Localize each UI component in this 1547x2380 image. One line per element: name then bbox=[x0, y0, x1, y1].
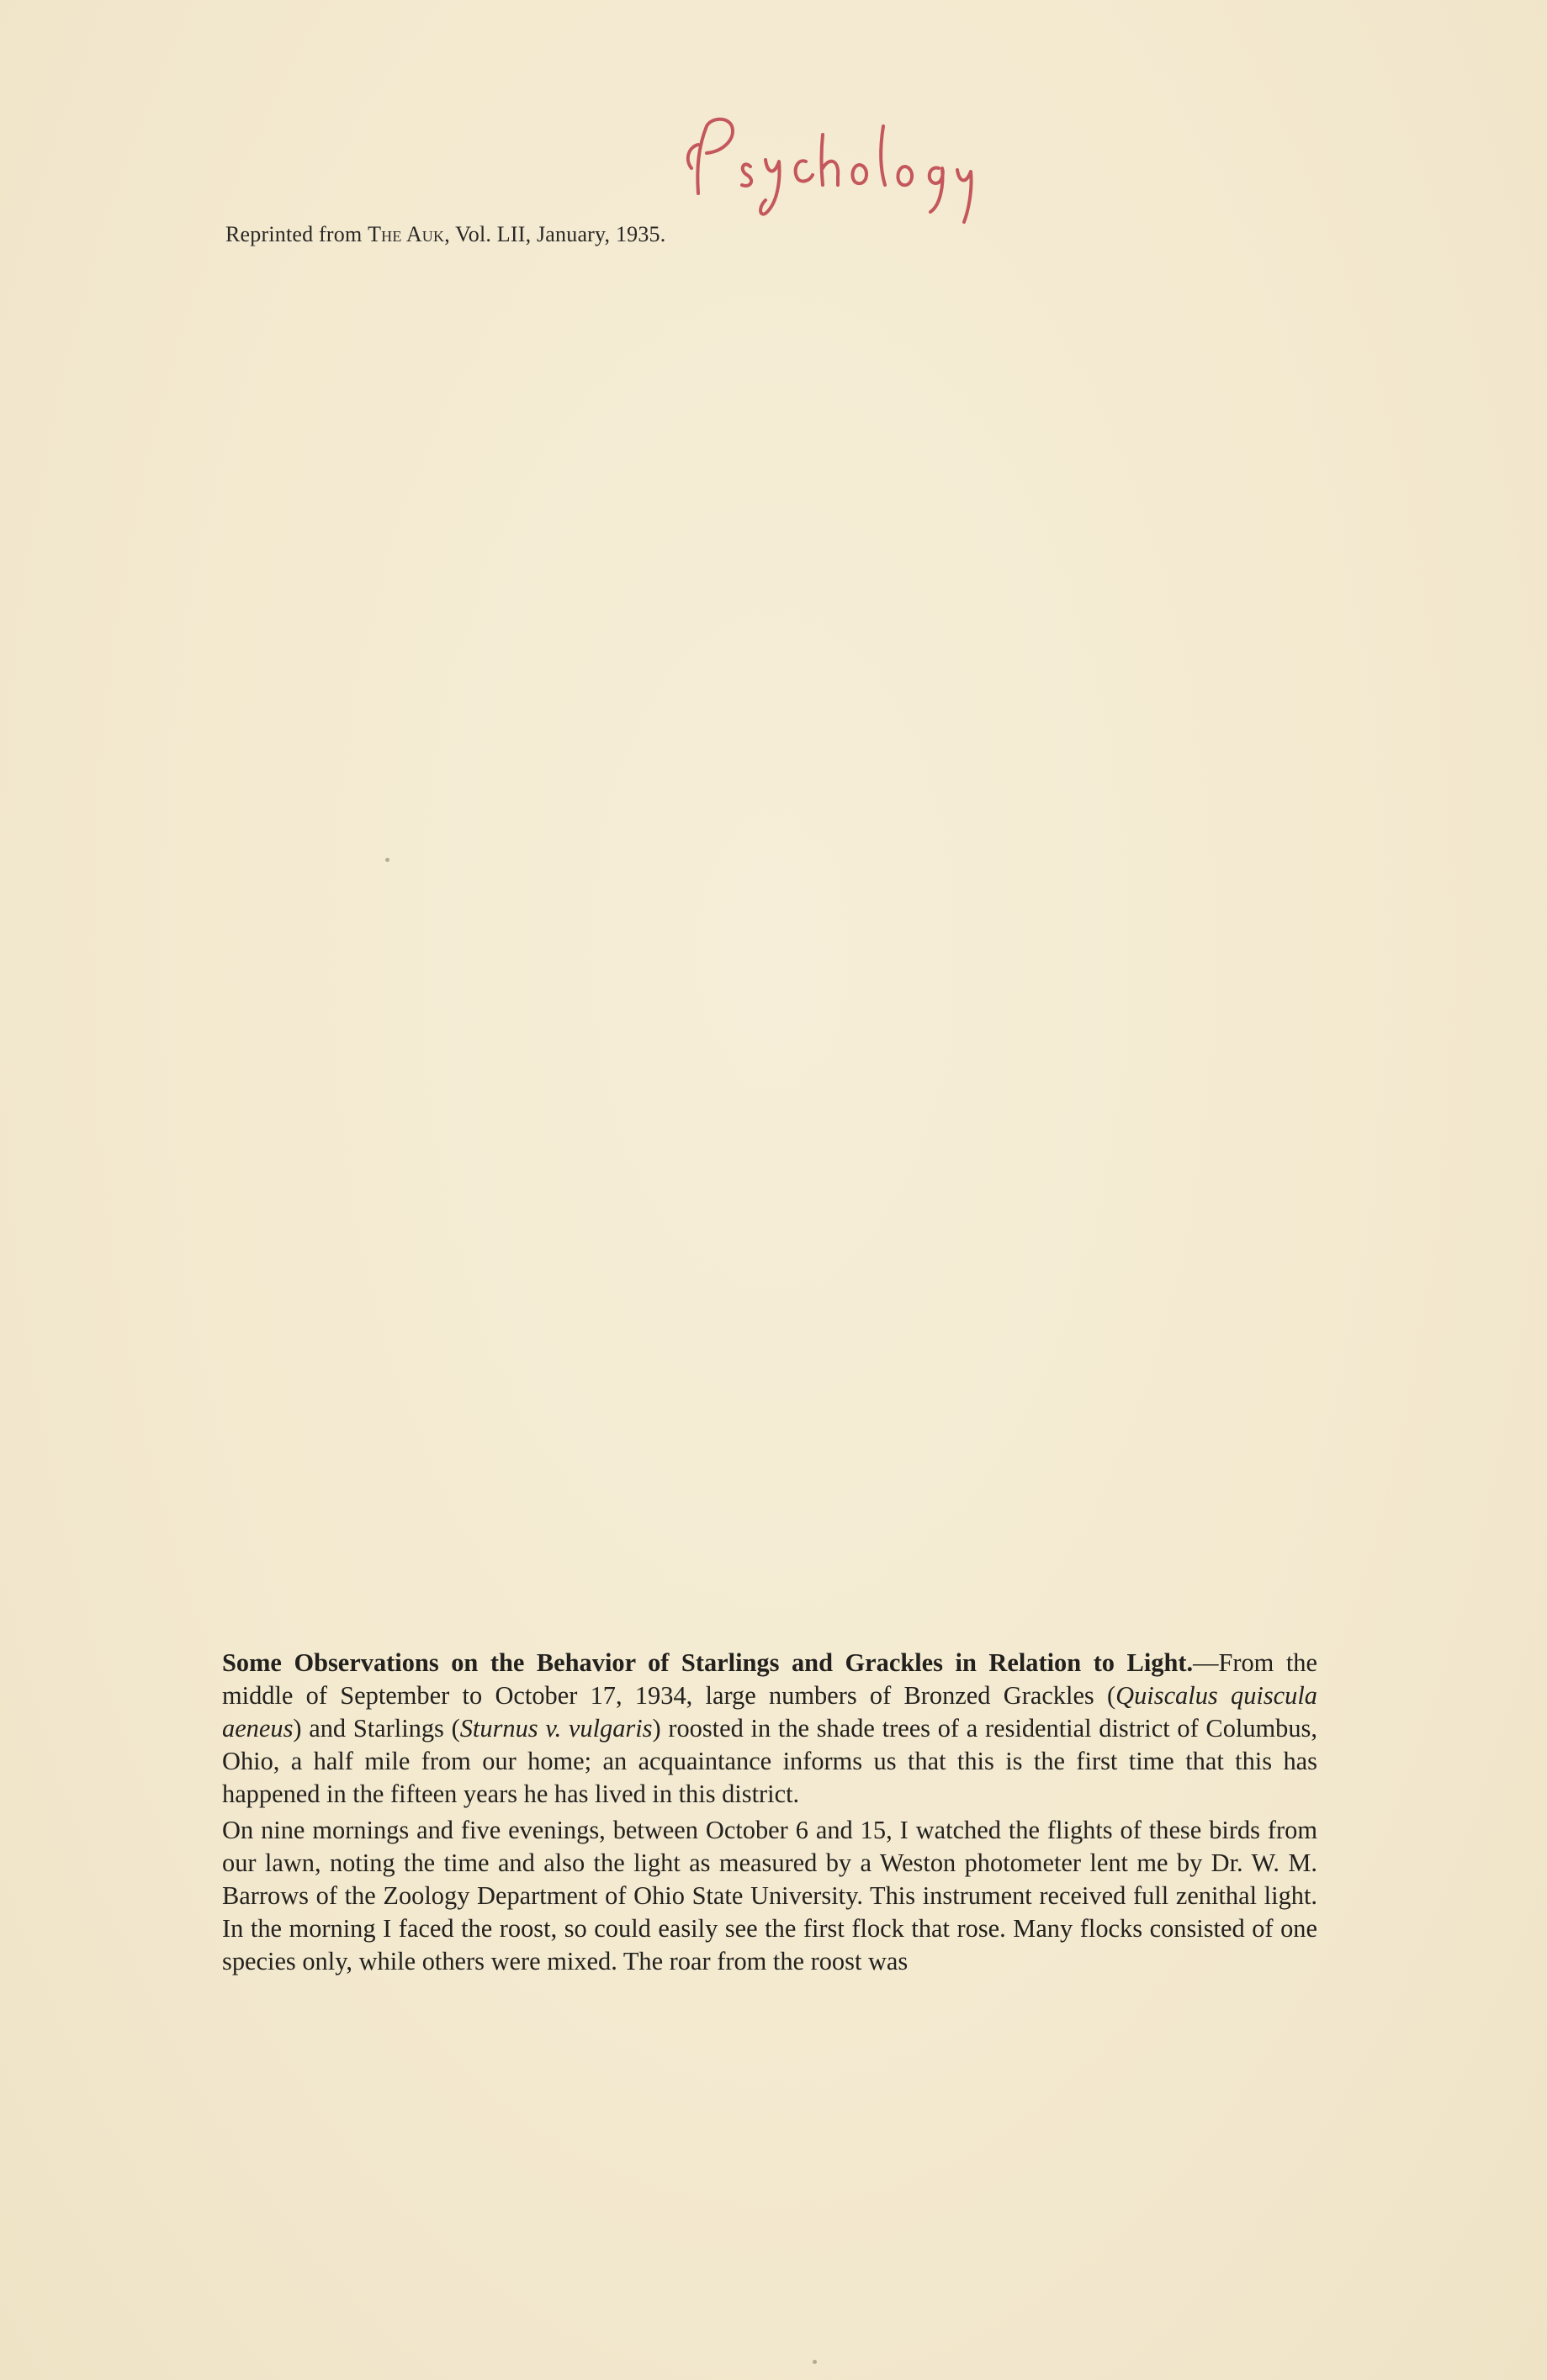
paragraph-1-text-b: ) and Starlings ( bbox=[293, 1714, 460, 1743]
article-title: Some Observations on the Behavior of Starlings and Grackles in Relation to Light. bbox=[222, 1648, 1194, 1677]
handwritten-annotation bbox=[673, 101, 993, 227]
paragraph-1-text-a: —From the middle of September to October 17, 1934, large numbers of Bronzed Grackles ( bbox=[222, 1648, 1317, 1710]
journal-name: The Auk bbox=[368, 222, 445, 246]
paragraph-1-text-c: ) roosted in the shade trees of a residential district of Columbus, Ohio, a half mile from our home; an acquaintance informs us that this is the first time that this has happened in the fifteen years he has lived in this district. bbox=[222, 1714, 1317, 1808]
article-paragraph-1 bbox=[222, 1647, 1317, 1811]
article-paragraph-2 bbox=[222, 1814, 1317, 1978]
paragraph-2-text: On nine mornings and five evenings, between October 6 and 15, I watched the flights of these birds from our lawn, noting the time and also the light as measured by a Weston photometer lent me by Dr. W. M. Barrows of the Zoology Department of Ohio State University. This instrument received full zenithal light. In the morning I faced the roost, so could easily see the first flock that rose. Many flocks consisted of one species only, while others were mixed. The roar from the roost was bbox=[222, 1816, 1317, 1975]
reprint-prefix: Reprinted from bbox=[225, 222, 363, 246]
paper-speck bbox=[385, 858, 389, 862]
paper-speck bbox=[813, 2360, 817, 2364]
reprint-details: , Vol. LII, January, 1935. bbox=[444, 222, 666, 246]
species-name-grackle: Quiscalus quiscula aeneus bbox=[222, 1681, 1317, 1743]
reprint-notice bbox=[225, 222, 665, 247]
species-name-starling: Sturnus v. vulgaris bbox=[459, 1714, 653, 1743]
article-body bbox=[222, 1647, 1317, 1978]
